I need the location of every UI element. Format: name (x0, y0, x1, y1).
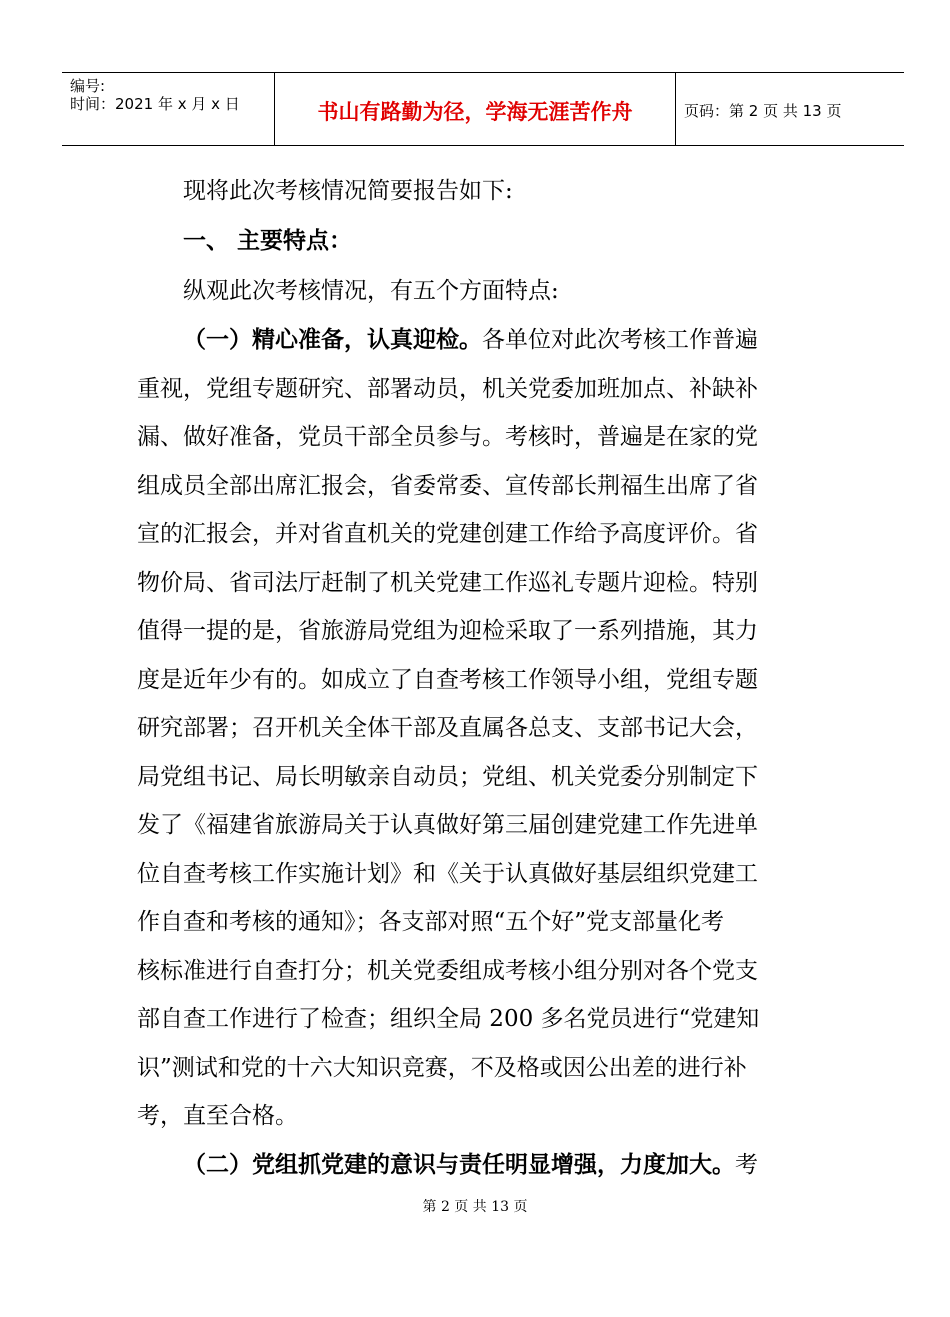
header-motto-cell (275, 73, 676, 145)
page-header (62, 72, 904, 146)
document-time-label: 时间：2021 年 x 月 x 日 (70, 95, 240, 113)
body-line: 作自查和考核的通知》；各支部对照“五个好”党支部量化考 (137, 909, 725, 935)
body-text: 各单位对此次考核工作普遍 (482, 327, 758, 353)
header-motto: 书山有路勤为径，学海无涯苦作舟 (317, 100, 633, 124)
body-line: 漏、做好准备，党员干部全员参与。考核时，普遍是在家的党 (137, 424, 758, 450)
body-line: 组成员全部出席汇报会，省委常委、宣传部长荆福生出席了省 (137, 473, 758, 499)
body-line: 局党组书记、局长明敏亲自动员；党组、机关党委分别制定下 (137, 764, 758, 790)
subsection-heading: （二）党组抓党建的意识与责任明显增强，力度加大。 (183, 1151, 735, 1178)
body-line: 发了《福建省旅游局关于认真做好第三届创建党建工作先进单 (137, 812, 758, 838)
body-line: 值得一提的是，省旅游局党组为迎检采取了一系列措施，其力 (137, 618, 758, 644)
body-line: 核标准进行自查打分；机关党委组成考核小组分别对各个党支 (137, 958, 758, 984)
body-text: 考 (735, 1152, 758, 1178)
body-line: 宣的汇报会，并对省直机关的党建创建工作给予高度评价。省 (137, 521, 758, 547)
paragraph-line (183, 1150, 758, 1180)
section-heading: 一、 主要特点： (183, 228, 353, 254)
body-line: 研究部署；召开机关全体干部及直属各总支、支部书记大会， (137, 715, 758, 741)
header-page-number: 页码：第 2 页 共 13 页 (684, 102, 842, 120)
body-line: 识”测试和党的十六大知识竞赛，不及格或因公出差的进行补 (137, 1055, 747, 1081)
page-footer: 第 2 页 共 13 页 (422, 1199, 528, 1215)
body-line: 部自查工作进行了检查；组织全局 200 多名党员进行“党建知 (137, 1006, 760, 1032)
body-line: 位自查考核工作实施计划》和《关于认真做好基层组织党建工 (137, 861, 758, 887)
paragraph-line (183, 325, 758, 355)
body-line: 现将此次考核情况简要报告如下: (183, 178, 513, 204)
document-number-label: 编号: (70, 77, 106, 95)
subsection-heading: （一）精心准备，认真迎检。 (183, 326, 482, 353)
header-left-cell (62, 73, 275, 145)
body-line: 物价局、省司法厅赶制了机关党建工作巡礼专题片迎检。特别 (137, 570, 758, 596)
body-line: 度是近年少有的。如成立了自查考核工作领导小组，党组专题 (137, 667, 758, 693)
body-line: 纵观此次考核情况，有五个方面特点: (183, 278, 559, 304)
body-line: 考，直至合格。 (137, 1103, 298, 1129)
header-page-cell (676, 73, 904, 145)
body-line: 重视，党组专题研究、部署动员，机关党委加班加点、补缺补 (137, 376, 758, 402)
